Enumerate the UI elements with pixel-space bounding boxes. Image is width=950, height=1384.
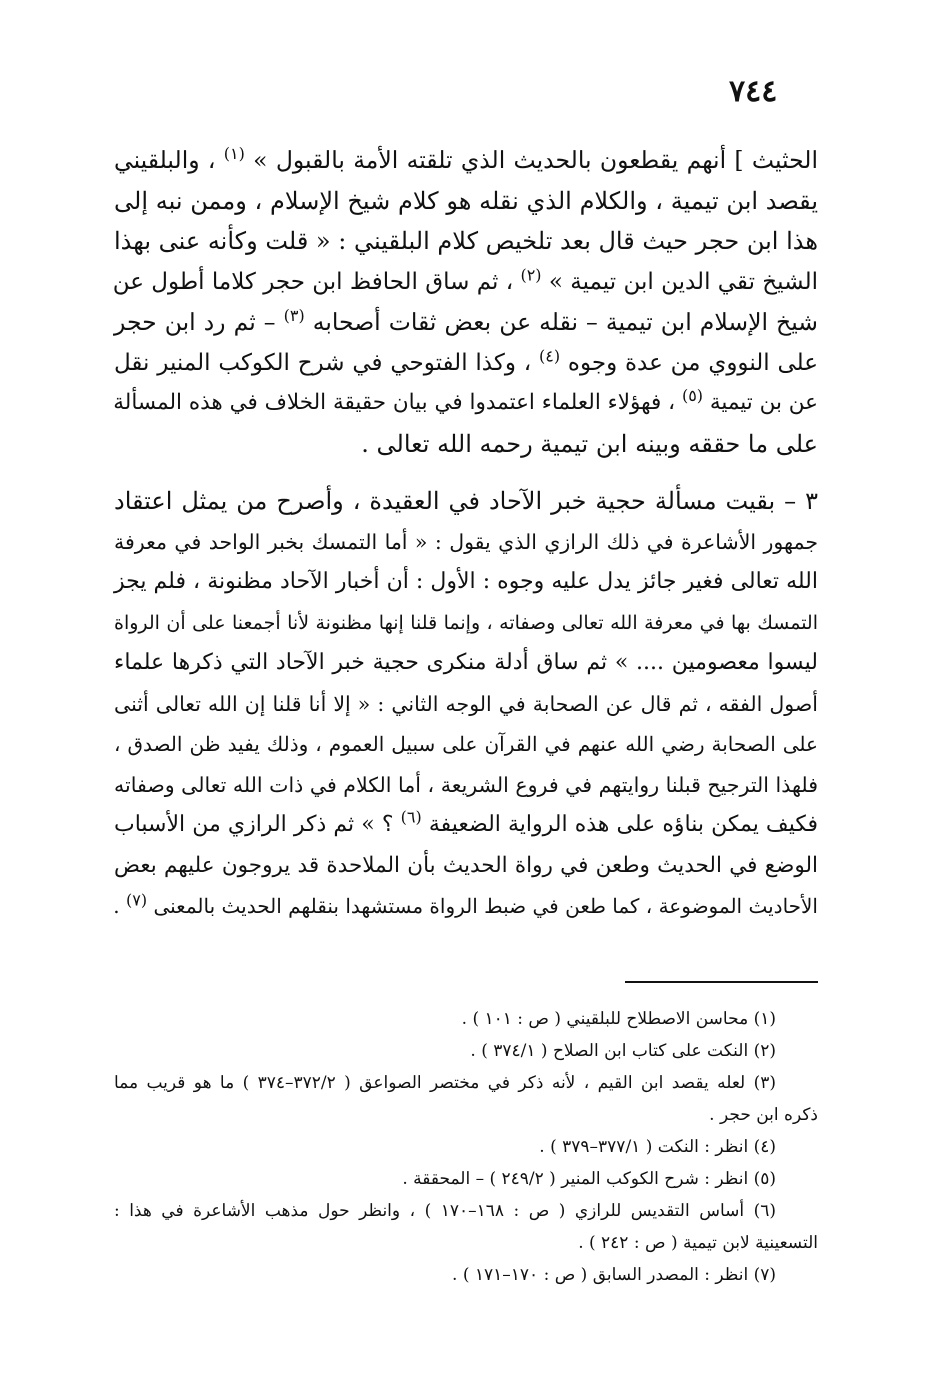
text-line: شيخ الإسلام ابن تيمية – نقله عن بعض ثقات أصحابه $^{(٣)}$ – ثم رد ابن حجر xyxy=(114,306,818,336)
text-line: جمهور الأشاعرة في ذلك الرازي الذي يقول : « أما التمسك بخبر الواحد في معرفة xyxy=(114,529,818,554)
footnote-2: (٢) النكت على كتاب ابن الصلاح ( ٣٧٤/١ ) . xyxy=(470,1041,776,1061)
footnote-5: (٥) انظر : شرح الكوكب المنير ( ٢٤٩/٢ ) – المحققة . xyxy=(402,1169,776,1189)
footnote-divider xyxy=(625,981,818,983)
text-line: التمسك بها في معرفة الله تعالى وصفاته ، وإنما قلنا إنها مظنونة لأنا أجمعنا على أن الرواة xyxy=(114,611,818,634)
paragraph-2 xyxy=(114,481,818,927)
text-line: الشيخ تقي الدين ابن تيمية » $^{(٢)}$ ، ثم ساق الحافظ ابن حجر كلاما أطول عن xyxy=(112,264,818,295)
footnote-ref[interactable]: (٧) xyxy=(126,890,148,910)
text-line: أصول الفقه ، ثم قال عن الصحابة في الوجه الثاني : « إلا أنا قلنا إن الله تعالى أثنى xyxy=(114,691,818,716)
page-number: ٧٤٤ xyxy=(729,74,778,109)
text-line: يقصد ابن تيمية ، والكلام الذي نقله هو كلام شيخ الإسلام ، وممن نبه إلى xyxy=(114,186,818,215)
text-line: على ما حققه وبينه ابن تيمية رحمه الله تعالى . xyxy=(361,429,818,458)
text-line: عن بن تيمية $^{(٥)}$ ، فهؤلاء العلماء اعتمدوا في بيان حقيقة الخلاف في هذه المسألة xyxy=(113,385,818,415)
footnote-ref[interactable]: (١) xyxy=(223,144,245,164)
text-line: الوضع في الحديث وطعن في رواة الحديث بأن الملاحدة قد يروجون عليهم بعض xyxy=(114,852,818,878)
text-line: هذا ابن حجر حيث قال بعد تلخيص كلام البلقيني : « قلت وكأنه عنى بهذا xyxy=(113,227,818,255)
footnote-6-continued: التسعينية لابن تيمية ( ص : ٢٤٢ ) . xyxy=(578,1233,818,1253)
paragraph-1 xyxy=(114,140,818,464)
text-line: ٣ – بقيت مسألة حجية خبر الآحاد في العقيدة ، وأصرح من يمثل اعتقاد xyxy=(114,487,819,515)
footnote-ref[interactable]: (٢) xyxy=(520,264,542,284)
text-line: ليسوا معصومين .... » ثم ساق أدلة منكرى حجية خبر الآحاد التي ذكرها علماء xyxy=(114,650,818,675)
text-line: الأحاديث الموضوعة ، كما طعن في ضبط الرواة مستشهدا بنقلهم الحديث بالمعنى $^{(٧)}$ . xyxy=(113,890,818,918)
footnote-ref[interactable]: (٤) xyxy=(539,345,561,365)
footnote-6: (٦) أساس التقديس للرازي ( ص : ١٦٨–١٧٠ ) ، وانظر حول مذهب الأشاعرة في هذا : xyxy=(114,1201,776,1221)
footnote-7: (٧) انظر : المصدر السابق ( ص : ١٧٠–١٧١ ) . xyxy=(452,1265,776,1285)
text-line: الحثيث ] أنهم يقطعون بالحديث الذي تلقته الأمة بالقبول » $^{(١)}$ ، والبلقيني xyxy=(114,144,818,174)
text-line: على الصحابة رضي الله عنهم في القرآن على سبيل العموم ، وذلك يفيد ظن الصدق ، xyxy=(114,732,818,756)
footnote-3: (٣) لعله يقصد ابن القيم ، لأنه ذكر في مختصر الصواعق ( ٣٧٢/٢–٣٧٤ ) ما هو قريب مما xyxy=(114,1073,776,1093)
footnotes xyxy=(114,1003,818,1291)
footnote-4: (٤) انظر : النكت ( ٣٧٧/١–٣٧٩ ) . xyxy=(539,1137,776,1157)
footnote-ref[interactable]: (٥) xyxy=(681,385,704,405)
footnote-3-continued: ذكره ابن حجر . xyxy=(709,1105,818,1125)
footnote-1: (١) محاسن الاصطلاح للبلقيني ( ص : ١٠١ ) . xyxy=(461,1009,776,1029)
text-line: الله تعالى فغير جائز يدل عليه وجوه : الأول : أن أخبار الآحاد مظنونة ، فلم يجز xyxy=(114,569,818,594)
text-line: على النووي من عدة وجوه $^{(٤)}$ ، وكذا الفتوحي في شرح الكوكب المنير نقل xyxy=(114,345,818,376)
text-line: فلهذا الترجيح قبلنا روايتهم في فروع الشريعة ، أما الكلام في ذات الله تعالى وصفاته xyxy=(114,772,818,797)
text-line: فكيف يمكن بناؤه على هذه الرواية الضعيفة $^{(٦)}$ ؟ » ثم ذكر الرازي من الأسباب xyxy=(114,807,818,837)
footnote-ref[interactable]: (٣) xyxy=(283,306,305,326)
footnote-ref[interactable]: (٦) xyxy=(400,807,422,827)
